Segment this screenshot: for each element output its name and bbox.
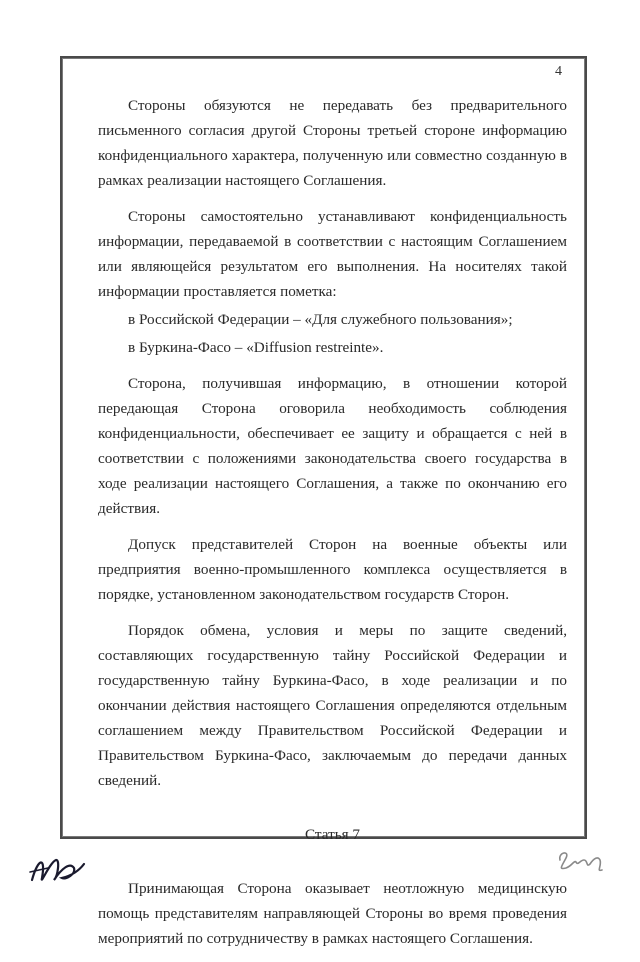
document-body [98, 93, 567, 962]
paragraph-state-secret: Порядок обмена, условия и меры по защите сведений, составляющих государственную тайну Российской Федерации и государственную тайну Буркина-Фасо, в ходе реализации и по окончании действия настоящего Соглашения определяются отдельным соглашением между Правительством Российской Федерации и Правительством Буркина-Фасо, заключаемым до передачи данных сведений. [98, 622, 567, 789]
article-heading: Статья 7 [304, 826, 361, 843]
list-item-burkina-marking: в Буркина-Фасо – «Diffusion restreinte». [128, 339, 384, 356]
paragraph-receiving-party: Сторона, получившая информацию, в отношении которой передающая Сторона оговорила необходимость соблюдения конфиденциальности, обеспечивает ее защиту и обращается с ней в соответствии с положениями законодательства своего государства в ходе реализации настоящего Соглашения, а также по окончанию его действия. [98, 375, 567, 517]
signature-right-icon [556, 846, 612, 887]
signature-left-icon [28, 850, 92, 895]
page-number: 4 [555, 64, 562, 79]
list-item-russia-marking: в Российской Федерации – «Для служебного пользования»; [128, 311, 513, 328]
paragraph-confidentiality-obligation: Стороны обязуются не передавать без предварительного письменного согласия другой Стороны третьей стороне информацию конфиденциального характера, полученную или совместно созданную в рамках реализации настоящего Соглашения. [98, 97, 567, 189]
paragraph-medical-aid: Принимающая Сторона оказывает неотложную медицинскую помощь представителям направляющей Стороны во время проведения мероприятий по сотрудничеству в рамках настоящего Соглашения. [98, 880, 567, 947]
paragraph-confidentiality-marking: Стороны самостоятельно устанавливают конфиденциальность информации, передаваемой в соответствии с настоящим Соглашением или являющейся результатом его выполнения. На носителях такой информации проставляется пометка: [98, 208, 567, 300]
paragraph-military-access: Допуск представителей Сторон на военные объекты или предприятия военно-промышленного комплекса осуществляется в порядке, установленном законодательством государств Сторон. [98, 536, 567, 603]
